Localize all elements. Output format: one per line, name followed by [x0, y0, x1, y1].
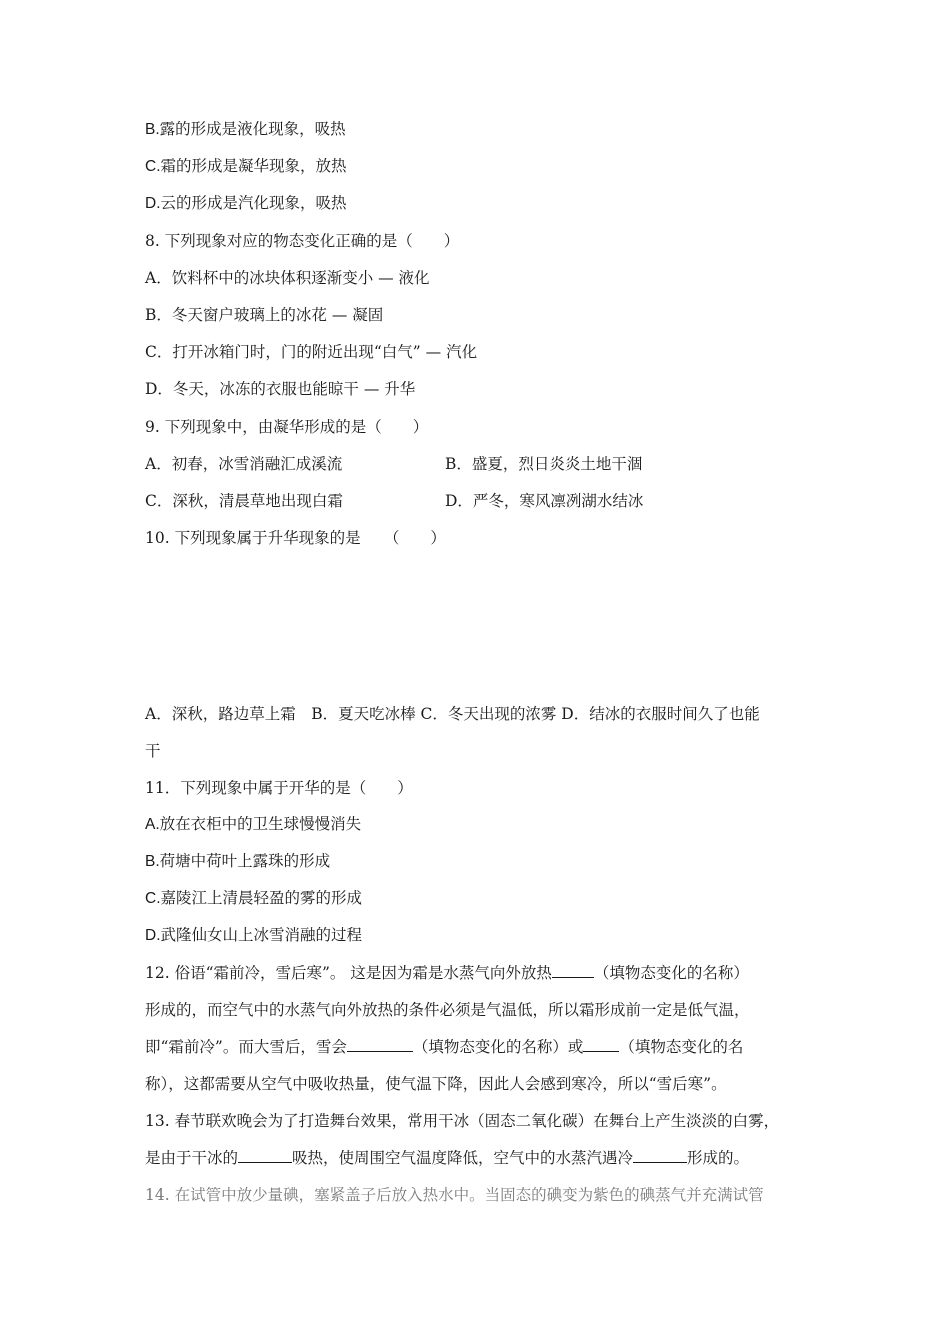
question-13-line-1: 13. 春节联欢晚会为了打造舞台效果，常用干冰（固态二氧化碳）在舞台上产生淡淡的白雾， [145, 1112, 780, 1130]
question-12-line-2: 形成的，而空气中的水蒸气向外放热的条件必须是气温低，所以霜形成前一定是低气温， [145, 1001, 750, 1019]
question-8-option-c: C．打开冰箱门时，门的附近出现“白气” — 汽化 [145, 343, 478, 361]
question-13-line-2 [145, 1148, 749, 1168]
option-c-frost: C.霜的形成是凝华现象，放热 [145, 158, 347, 175]
answer-blank-2[interactable] [347, 1037, 413, 1052]
answer-blank-4[interactable] [238, 1148, 292, 1163]
question-14: 14. 在试管中放少量碘，塞紧盖子后放入热水中。当固态的碘变为紫色的碘蒸气并充满试管 [145, 1186, 764, 1204]
question-10-options: A．深秋，路边草上霜 B．夏天吃冰棒 C．冬天出现的浓雾 D．结冰的衣服时间久了也能 [145, 705, 760, 723]
question-12-text-4: （填物态变化的名称）或 [412, 1038, 584, 1056]
question-13-text-2: 吸热，使周围空气温度降低，空气中的水蒸汽遇冷 [292, 1149, 634, 1167]
question-12-text-1: 12. 俗语“霜前冷，雪后寒”。 这是因为霜是水蒸气向外放热 [145, 964, 552, 982]
question-12-text-5: （填物态变化的名 [619, 1038, 744, 1056]
question-11-option-c: C.嘉陵江上清晨轻盈的雾的形成 [145, 890, 363, 907]
answer-blank-1[interactable] [552, 963, 594, 978]
answer-blank-3[interactable] [583, 1037, 619, 1052]
question-12-line-3 [145, 1037, 743, 1057]
question-8-option-d: D．冬天，冰冻的衣服也能晾干 — 升华 [145, 380, 416, 398]
question-12-line-1 [145, 963, 749, 983]
question-9-option-b: B．盛夏，烈日炎炎土地干涸 [445, 455, 643, 473]
question-12-line-4: 称），这都需要从空气中吸收热量，使气温下降，因此人会感到寒冷，所以“雪后寒”。 [145, 1075, 727, 1093]
question-13-text-3: 形成的。 [687, 1149, 750, 1167]
question-9-option-a: A．初春，冰雪消融汇成溪流 [145, 455, 343, 473]
question-9-row-1 [145, 454, 805, 474]
question-10-options-continued: 干 [145, 742, 161, 760]
question-13-text-1: 是由于干冰的 [145, 1149, 239, 1167]
question-8-option-a: A．饮料杯中的冰块体积逐渐变小 — 液化 [145, 269, 430, 287]
question-9-row-2 [145, 491, 805, 511]
question-12-text-3: 即“霜前冷”。而大雪后，雪会 [145, 1038, 347, 1056]
option-b-dew: B.露的形成是液化现象，吸热 [145, 121, 346, 138]
question-8: 8. 下列现象对应的物态变化正确的是（ ） [145, 232, 460, 250]
question-11: 11．下列现象中属于开华的是（ ） [145, 779, 413, 797]
question-12-text-2: （填物态变化的名称） [593, 964, 749, 982]
question-11-option-a: A.放在衣柜中的卫生球慢慢消失 [145, 816, 362, 833]
question-9-option-c: C．深秋，清晨草地出现白霜 [145, 492, 343, 510]
answer-blank-5[interactable] [633, 1148, 687, 1163]
question-11-option-b: B.荷塘中荷叶上露珠的形成 [145, 853, 331, 870]
question-9-option-d: D．严冬，寒风凛冽湖水结冰 [445, 492, 644, 510]
question-8-option-b: B．冬天窗户玻璃上的冰花 — 凝固 [145, 306, 384, 324]
option-d-cloud: D.云的形成是汽化现象，吸热 [145, 195, 347, 212]
question-9: 9. 下列现象中，由凝华形成的是（ ） [145, 418, 429, 436]
question-11-option-d: D.武隆仙女山上冰雪消融的过程 [145, 927, 363, 944]
question-10: 10. 下列现象属于升华现象的是 （ ） [145, 529, 446, 547]
